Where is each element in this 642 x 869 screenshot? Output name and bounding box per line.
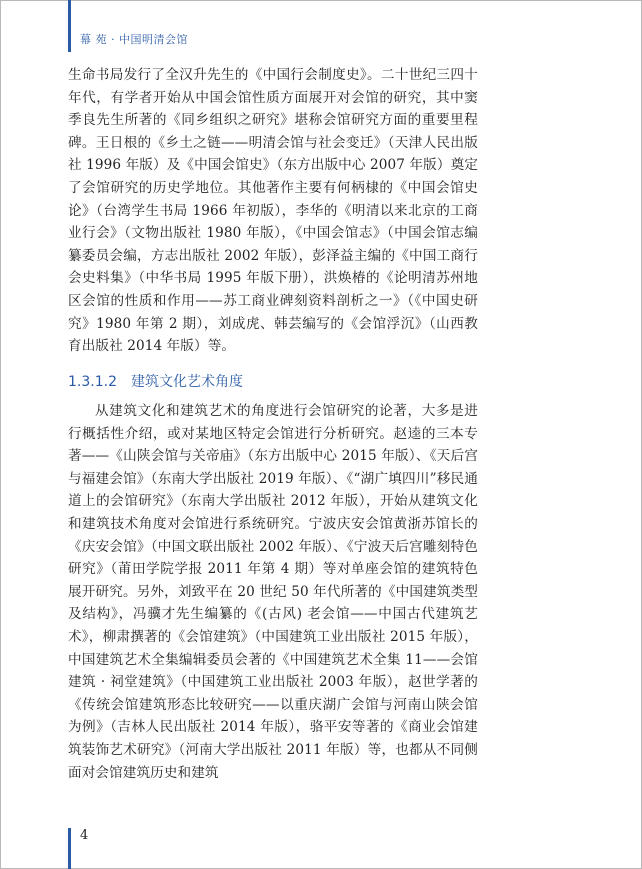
body-paragraph-continued xyxy=(68,64,478,358)
paragraph-text: 生命书局发行了全汉升先生的《中国行会制度史》。二十世纪三四十年代，有学者开始从中国会馆性质方面展开对会馆的研究，其中窦季良先生所著的《同乡组织之研究》堪称会馆研究方面的重要里程碑。王日根的《乡土之链——明清会馆与社会变迁》（天津人民出版社 1996 年版）及《中国会馆史》（东方出版中心 2007 年版）奠定了会馆研究的历史学地位。其他著作主要有何柄棣的《中国会馆史论》（台湾学生书局 1966 年初版），李华的《明清以来北京的工商业行会》（文物出版社 1980 年版），《中国会馆志》（中国会馆志编纂委员会编，方志出版社 2002 年版），彭泽益主编的《中国工商行会史料集》（中华书局 1995 年版下册），洪焕椿的《论明清苏州地区会馆的性质和作用——苏工商业碑刻资料剖析之一》（《中国史研究》1980 年第 2 期），刘成虎、韩芸编写的《会馆浮沉》（山西教育出版社 2014 年版）等。 xyxy=(68,67,478,355)
section-heading xyxy=(68,371,243,391)
footer-accent-bar xyxy=(68,828,71,869)
section-number: 1.3.1.2 xyxy=(68,374,117,390)
page-number: 4 xyxy=(80,828,89,843)
paragraph-text: 从建筑文化和建筑艺术的角度进行会馆研究的论著，大多是进行概括性介绍，或对某地区特定会馆进行分析研究。赵逵的三本专著——《山陕会馆与关帝庙》（东方出版中心 2015 年版）、《天后宫与福建会馆》（东南大学出版社 2019 年版）、《“湖广填四川”移民通道上的会馆研究》（东南大学出版社 2012 年版），开始从建筑文化和建筑技术角度对会馆进行系统研究。宁波庆安会馆黄浙苏馆长的《庆安会馆》（中国文联出版社 2002 年版）、《宁波天后宫雕刻特色研究》（莆田学院学报 2011 年第 4 期）等对单座会馆的建筑特色展开研究。另外，刘致平在 20 世纪 50 年代所著的《中国建筑类型及结构》，冯骥才先生编纂的《(古风) 老会馆——中国古代建筑艺术》，柳肃撰著的《会馆建筑》（中国建筑工业出版社 2015 年版），中国建筑艺术全集编辑委员会著的《中国建筑艺术全集 11——会馆建筑 · 祠堂建筑》（中国建筑工业出版社 2003 年版），赵世学著的《传统会馆建筑形态比较研究——以重庆湖广会馆与河南山陕会馆为例》（吉林人民出版社 2014 年版），骆平安等著的《商业会馆建筑装饰艺术研究》（河南大学出版社 2011 年版）等，也都从不同侧面对会馆建筑历史和建筑 xyxy=(68,403,478,781)
header-accent-bar xyxy=(68,0,71,52)
body-paragraph-section xyxy=(68,400,478,784)
section-title: 建筑文化艺术角度 xyxy=(130,374,243,390)
running-header: 幕 苑 · 中国明清会馆 xyxy=(80,33,188,46)
